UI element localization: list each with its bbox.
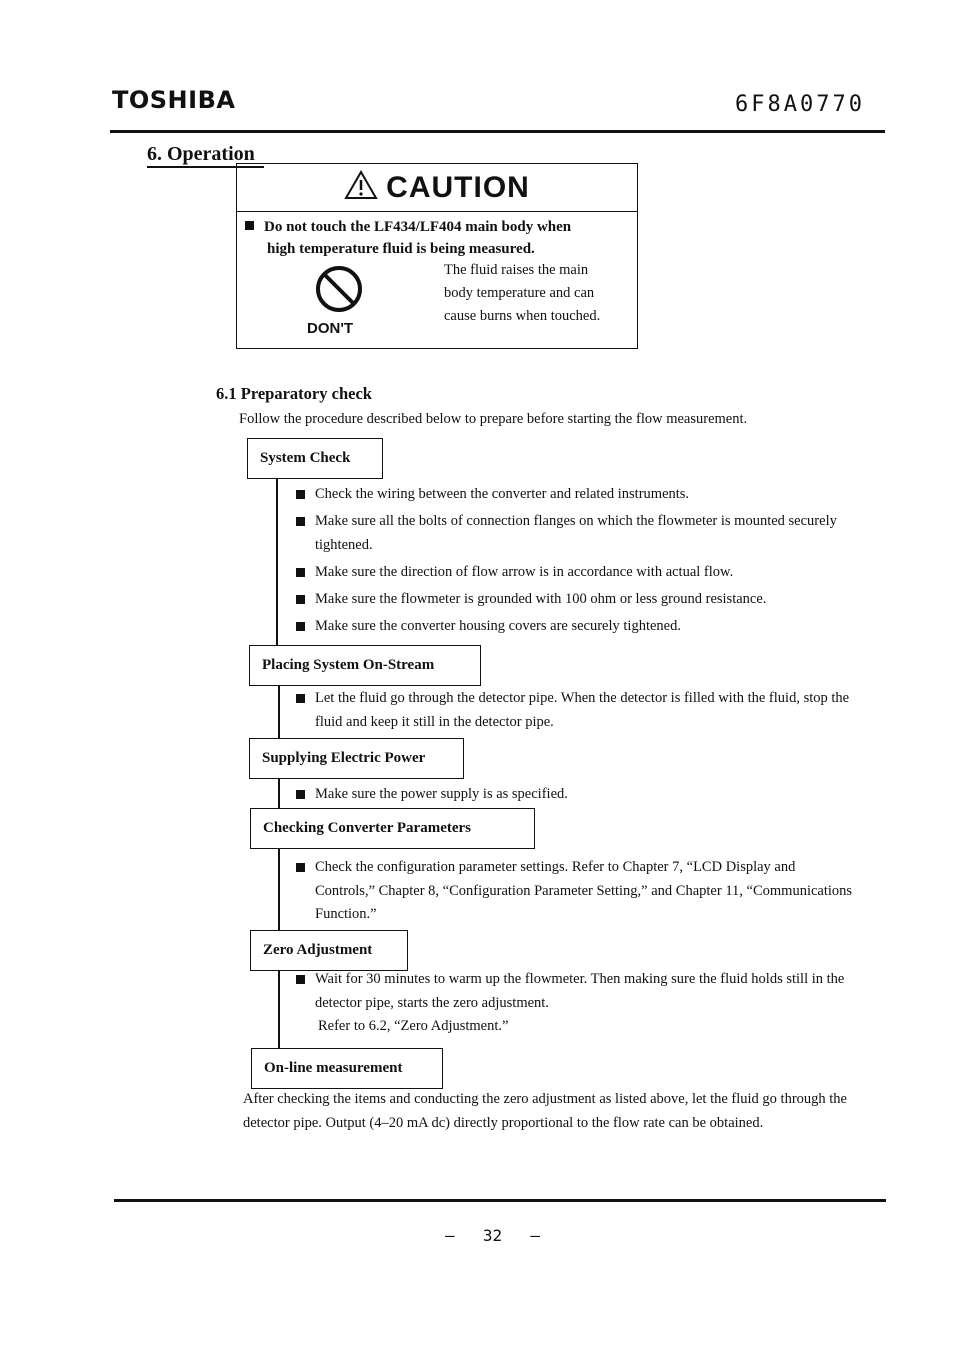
caution-warning-text xyxy=(245,216,625,260)
list-item xyxy=(296,588,866,612)
bullet-square-icon xyxy=(296,568,305,577)
list-item xyxy=(296,687,856,734)
caution-note-line: cause burns when touched. xyxy=(444,308,601,324)
step-bullets-on-stream xyxy=(296,687,856,738)
list-item-text: Check the wiring between the converter and related instruments. xyxy=(315,486,690,502)
step-box-online-measurement xyxy=(251,1048,443,1089)
page-number-value: 32 xyxy=(482,1226,503,1245)
zero-adjustment-reference: Refer to 6.2, “Zero Adjustment.” xyxy=(318,1018,509,1034)
caution-note-line: body temperature and can xyxy=(444,285,595,301)
section-title-underline xyxy=(147,166,264,168)
bullet-square-icon xyxy=(296,975,305,984)
step-label: Checking Converter Parameters xyxy=(263,820,471,836)
subsection-intro: Follow the procedure described below to prepare before starting the flow measurement. xyxy=(239,411,748,427)
bullet-square-icon xyxy=(296,490,305,499)
bullet-square-icon xyxy=(296,595,305,604)
step-bullets-converter-parameters xyxy=(296,856,856,930)
step-label: On-line measurement xyxy=(264,1060,403,1076)
list-item xyxy=(296,483,866,507)
step-bullets-electric-power xyxy=(296,783,856,810)
caution-note xyxy=(444,259,634,328)
caution-warning-line: Do not touch the LF434/LF404 main body when xyxy=(264,219,572,235)
flow-connector xyxy=(278,970,280,1048)
caution-warning-line: high temperature fluid is being measured. xyxy=(267,241,535,257)
list-item-text: Make sure the flowmeter is grounded with 100 ohm or less ground resistance. xyxy=(315,590,767,607)
section-title: 6. Operation xyxy=(147,143,255,165)
caution-heading: CAUTION xyxy=(386,170,530,204)
bullet-square-icon xyxy=(296,622,305,631)
step-label: Supplying Electric Power xyxy=(262,750,426,766)
list-item xyxy=(296,968,861,1015)
step-box-checking-converter-parameters xyxy=(250,808,535,849)
list-item-text: Make sure the power supply is as specified. xyxy=(315,786,568,802)
step-label: System Check xyxy=(260,450,351,466)
bullet-square-icon xyxy=(296,517,305,526)
list-item xyxy=(296,510,866,557)
prohibition-icon xyxy=(314,264,364,319)
caution-note-line: The fluid raises the main xyxy=(444,262,589,278)
list-item xyxy=(296,615,866,639)
list-item-text: Wait for 30 minutes to warm up the flowmeter. Then making sure the fluid holds still in the detector pipe, starts the zero adjustment. xyxy=(315,971,845,1011)
company-logo: TOSHIBA xyxy=(112,86,236,114)
page-dash: – xyxy=(530,1226,540,1245)
list-item-text: Make sure the direction of flow arrow is in accordance with actual flow. xyxy=(315,563,734,580)
bullet-square-icon xyxy=(296,694,305,703)
bullet-square-icon xyxy=(296,863,305,872)
bullet-square-icon xyxy=(296,790,305,799)
step-label: Zero Adjustment xyxy=(263,942,373,958)
list-item-text: Make sure the converter housing covers are securely tightened. xyxy=(315,617,681,634)
flow-connector xyxy=(278,686,280,738)
list-item xyxy=(296,783,856,807)
bullet-square-icon xyxy=(245,221,254,230)
list-item xyxy=(296,561,866,585)
list-item-text: Let the fluid go through the detector pipe. When the detector is filled with the fluid, stop the fluid and keep it still in the detector pipe. xyxy=(315,690,850,730)
step-box-placing-system-on-stream xyxy=(249,645,481,686)
list-item-text: Check the configuration parameter settings. Refer to Chapter 7, “LCD Display and Controls,” Chapter 8, “Configuration Parameter Setting,” and Chapter 11, “Communications Function.” xyxy=(315,859,853,922)
footer-rule xyxy=(114,1199,886,1202)
document-number: 6F8A0770 xyxy=(735,92,865,117)
list-item-text: Make sure all the bolts of connection flanges on which the flowmeter is mounted securely tightened. xyxy=(315,513,837,553)
page-dash: – xyxy=(445,1226,455,1245)
caution-box xyxy=(236,163,638,349)
caution-header xyxy=(237,164,637,212)
warning-triangle-icon xyxy=(344,170,378,205)
step-box-zero-adjustment xyxy=(250,930,408,971)
step-bullets-zero-adjustment xyxy=(296,968,861,1039)
step-label: Placing System On-Stream xyxy=(262,657,435,673)
list-item xyxy=(296,856,856,927)
step-bullets-system-check xyxy=(296,483,866,642)
page-number xyxy=(445,1226,540,1245)
header-rule xyxy=(110,130,885,133)
flow-connector xyxy=(276,479,278,647)
step-box-supplying-electric-power xyxy=(249,738,464,779)
flow-connector xyxy=(278,778,280,808)
step-box-system-check xyxy=(247,438,383,479)
online-measurement-text: After checking the items and conducting the zero adjustment as listed above, let the fluid go through the detector pipe. Output (4–20 mA dc) directly proportional to the flow rate can be obtained. xyxy=(243,1091,847,1131)
flow-connector xyxy=(278,848,280,930)
dont-label: DON'T xyxy=(307,320,354,337)
subsection-title: 6.1 Preparatory check xyxy=(216,384,372,403)
